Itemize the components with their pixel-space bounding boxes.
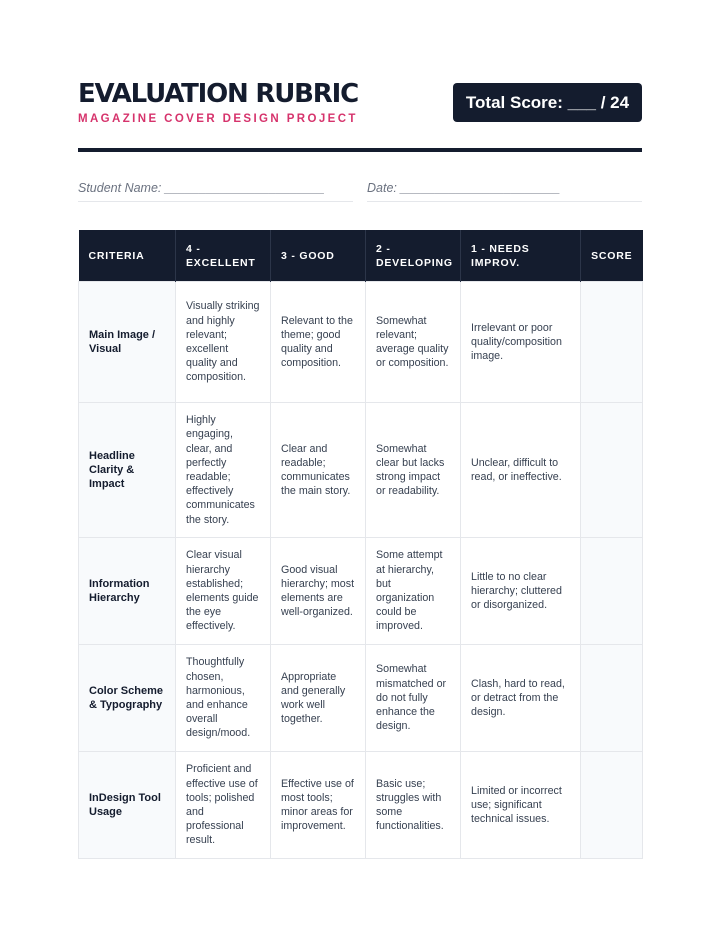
score-cell[interactable] — [581, 403, 643, 538]
developing-cell: Some attempt at hierarchy, but organization could be improved. — [366, 538, 461, 645]
table-header-row — [79, 230, 643, 282]
table-row — [79, 645, 643, 752]
info-fields — [78, 180, 642, 202]
criteria-cell: Headline Clarity & Impact — [79, 403, 176, 538]
criteria-cell: Information Hierarchy — [79, 538, 176, 645]
developing-cell: Basic use; struggles with some functionalities. — [366, 752, 461, 859]
developing-cell: Somewhat relevant; average quality or composition. — [366, 282, 461, 403]
excellent-cell: Visually striking and highly relevant; excellent quality and composition. — [176, 282, 271, 403]
rubric-table — [78, 230, 643, 859]
needs-improvement-cell: Irrelevant or poor quality/composition image. — [461, 282, 581, 403]
header-good: 3 - GOOD — [271, 230, 366, 282]
header-score: SCORE — [581, 230, 643, 282]
excellent-cell: Highly engaging, clear, and perfectly readable; effectively communicates the story. — [176, 403, 271, 538]
student-name-field[interactable]: Student Name: _______________________ — [78, 180, 353, 202]
criteria-cell: Main Image / Visual — [79, 282, 176, 403]
good-cell: Appropriate and generally work well together. — [271, 645, 366, 752]
needs-improvement-cell: Little to no clear hierarchy; cluttered or disorganized. — [461, 538, 581, 645]
table-row — [79, 282, 643, 403]
criteria-cell: InDesign Tool Usage — [79, 752, 176, 859]
criteria-cell: Color Scheme & Typography — [79, 645, 176, 752]
date-field[interactable]: Date: _______________________ — [367, 180, 642, 202]
excellent-cell: Thoughtfully chosen, harmonious, and enhance overall design/mood. — [176, 645, 271, 752]
good-cell: Relevant to the theme; good quality and composition. — [271, 282, 366, 403]
header-developing: 2 - DEVELOPING — [366, 230, 461, 282]
total-score-box: Total Score: ___ / 24 — [453, 83, 642, 122]
table-row — [79, 538, 643, 645]
project-subtitle: MAGAZINE COVER DESIGN PROJECT — [78, 113, 358, 125]
developing-cell: Somewhat mismatched or do not fully enhance the design. — [366, 645, 461, 752]
excellent-cell: Clear visual hierarchy established; elements guide the eye effectively. — [176, 538, 271, 645]
score-cell[interactable] — [581, 752, 643, 859]
needs-improvement-cell: Limited or incorrect use; significant technical issues. — [461, 752, 581, 859]
score-cell[interactable] — [581, 282, 643, 403]
good-cell: Effective use of most tools; minor areas for improvement. — [271, 752, 366, 859]
developing-cell: Somewhat clear but lacks strong impact or readability. — [366, 403, 461, 538]
header-divider — [78, 148, 642, 152]
needs-improvement-cell: Unclear, difficult to read, or ineffective. — [461, 403, 581, 538]
score-cell[interactable] — [581, 645, 643, 752]
table-row — [79, 403, 643, 538]
needs-improvement-cell: Clash, hard to read, or detract from the design. — [461, 645, 581, 752]
header-excellent: 4 - EXCELLENT — [176, 230, 271, 282]
excellent-cell: Proficient and effective use of tools; polished and professional result. — [176, 752, 271, 859]
page-header — [78, 78, 642, 138]
page-title: EVALUATION RUBRIC — [78, 79, 358, 109]
good-cell: Good visual hierarchy; most elements are well-organized. — [271, 538, 366, 645]
table-row — [79, 752, 643, 859]
good-cell: Clear and readable; communicates the main story. — [271, 403, 366, 538]
score-cell[interactable] — [581, 538, 643, 645]
header-criteria: CRITERIA — [79, 230, 176, 282]
header-needs-improvement: 1 - NEEDS IMPROV. — [461, 230, 581, 282]
